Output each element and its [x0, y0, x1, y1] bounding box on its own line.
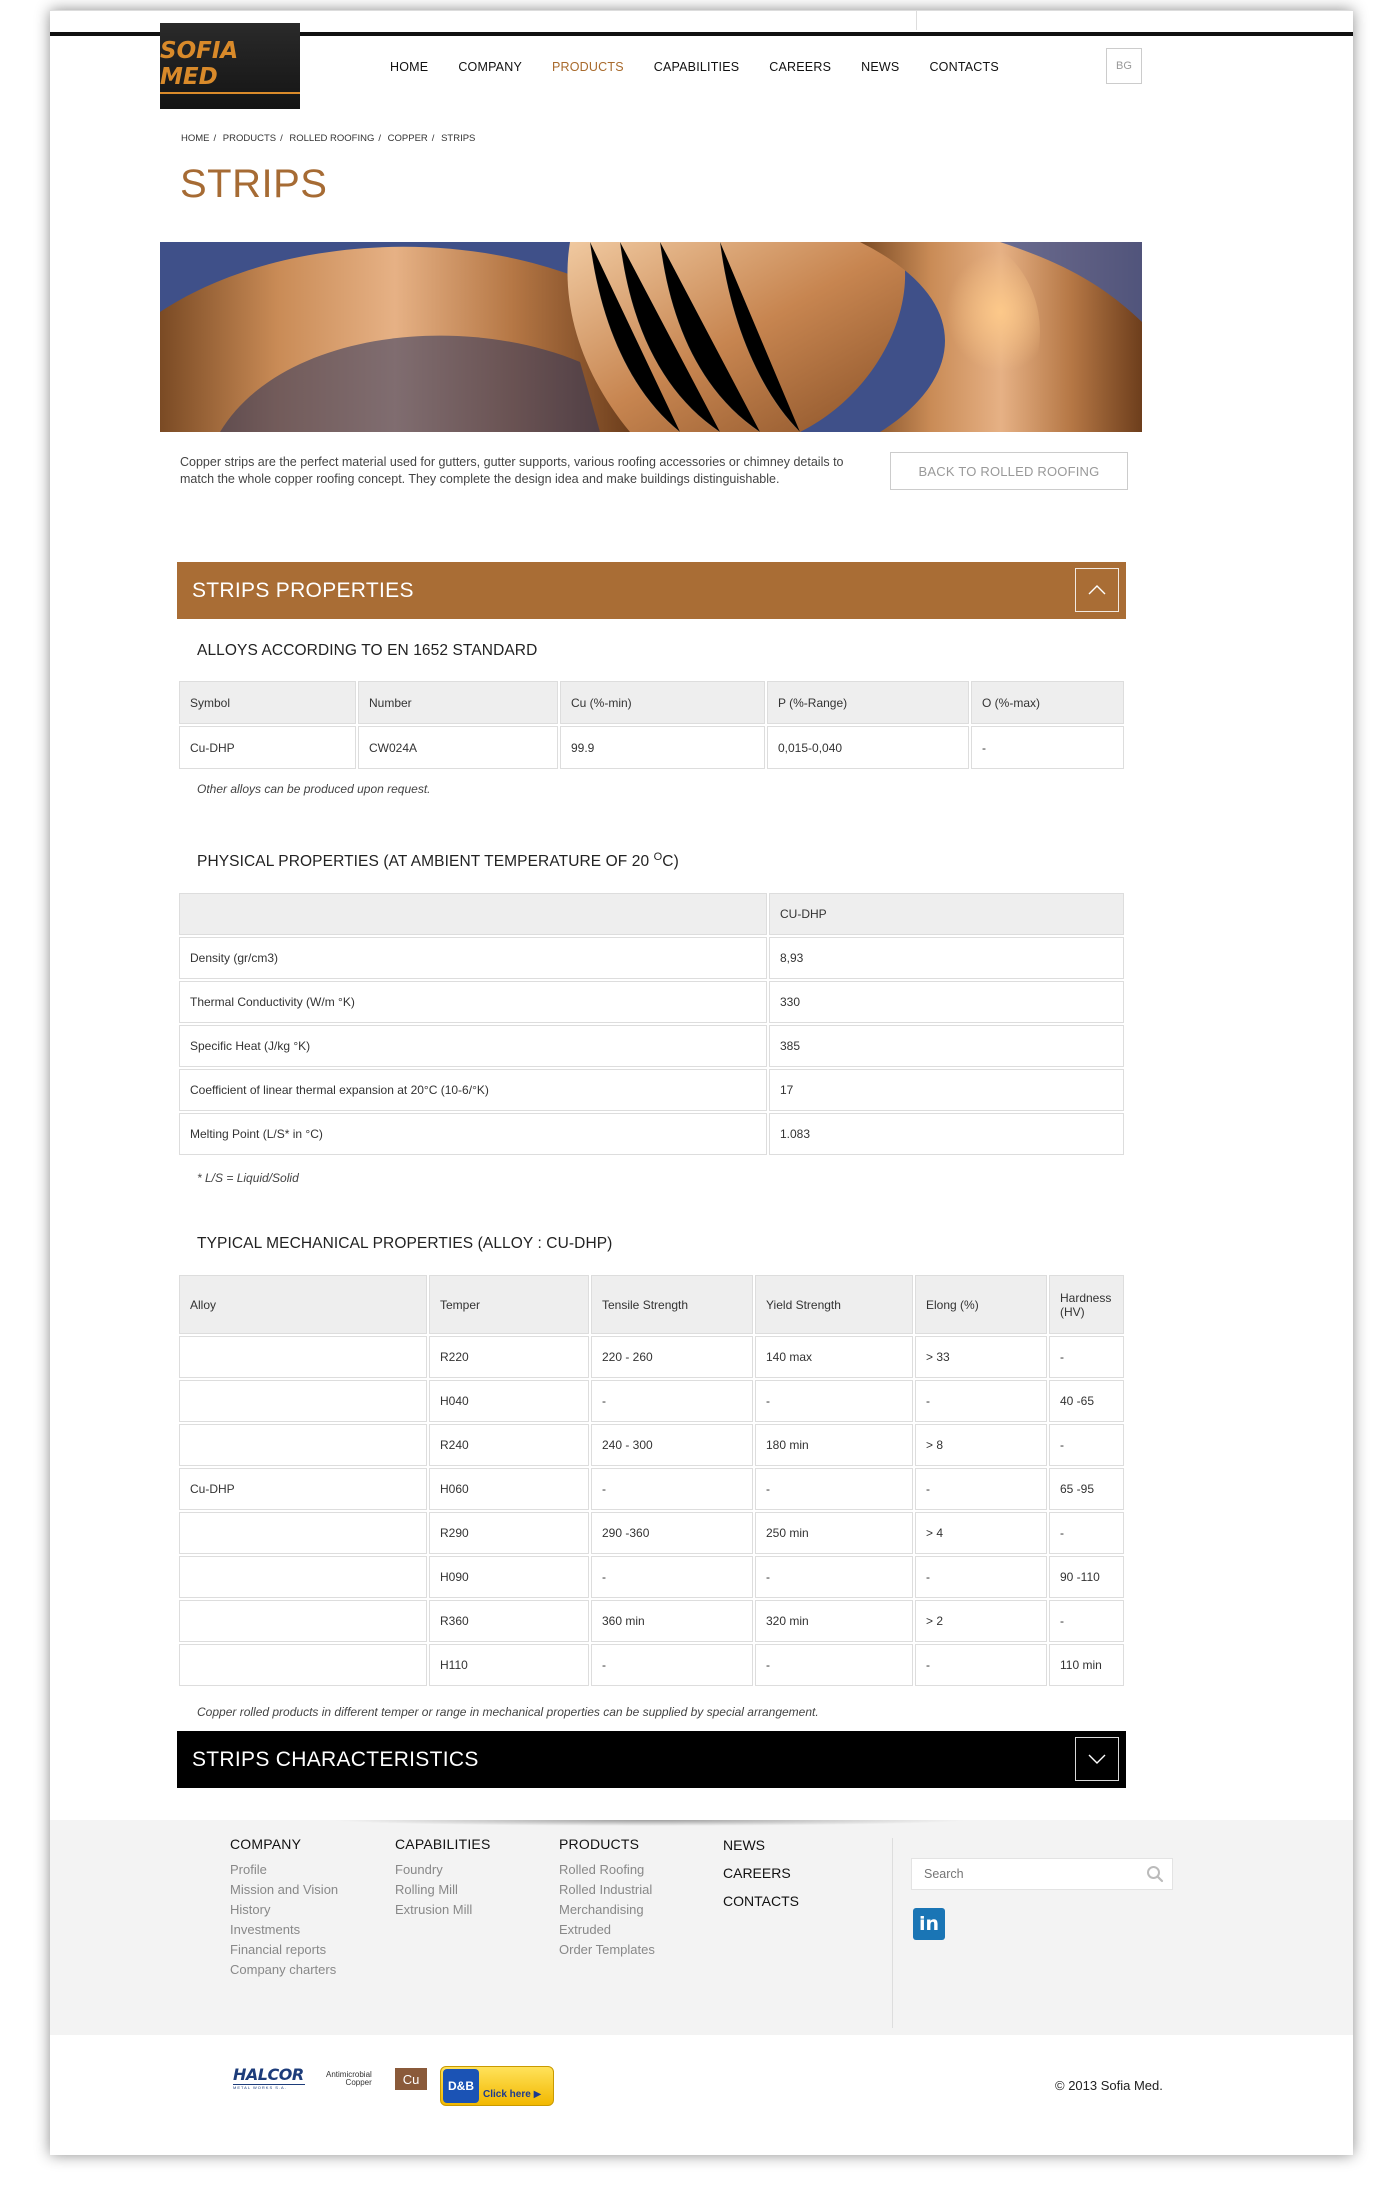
table-cell: - [755, 1556, 913, 1598]
table-cell: R360 [429, 1600, 589, 1642]
table-header-cell: Cu (%-min) [560, 681, 765, 724]
table-cell: - [591, 1644, 753, 1686]
physical-heading-end: C) [662, 853, 679, 871]
breadcrumb-copper[interactable]: COPPER [387, 133, 428, 144]
table-row [179, 1069, 1124, 1111]
table-header-cell: Yield Strength [755, 1275, 913, 1334]
hero-image-copper-strips [160, 242, 1142, 432]
table-cell: R220 [429, 1336, 589, 1378]
strips-properties-label: STRIPS PROPERTIES [192, 578, 414, 602]
top-divider [50, 10, 1353, 11]
strips-properties-header[interactable] [177, 562, 1126, 619]
top-divider-tick [916, 10, 917, 30]
table-row [179, 1025, 1124, 1067]
table-cell: 250 min [755, 1512, 913, 1554]
footer-link-merchandising[interactable]: Merchandising [559, 1902, 644, 1917]
intro-text: Copper strips are the perfect material used for gutters, gutter supports, various roofing accessories or chimney details to match the whole copper roofing concept. They complete the design idea and make buildings distinguishable. [180, 455, 844, 486]
table-cell: Specific Heat (J/kg °K) [179, 1025, 767, 1067]
table-header-row [179, 1275, 1124, 1334]
table-cell [179, 1644, 427, 1686]
table-cell: - [1049, 1600, 1124, 1642]
alloys-heading: ALLOYS ACCORDING TO EN 1652 STANDARD [197, 642, 538, 659]
table-cell: R290 [429, 1512, 589, 1554]
cu-badge-icon: Cu [395, 2068, 427, 2090]
table-header-cell: Tensile Strength [591, 1275, 753, 1334]
table-row [179, 1113, 1124, 1155]
click-here-text: Click here ▶ [483, 2089, 542, 2100]
halcor-logo-subtext: METAL WORKS S.A. [233, 2084, 305, 2090]
footer-link-extruded[interactable]: Extruded [559, 1922, 612, 1937]
table-cell: 360 min [591, 1600, 753, 1642]
table-cell: - [915, 1556, 1047, 1598]
table-cell [179, 1600, 427, 1642]
table-cell: 180 min [755, 1424, 913, 1466]
footer-company-heading[interactable]: COMPANY [230, 1836, 302, 1852]
footer-link-rolled-industrial[interactable]: Rolled Industrial [559, 1882, 653, 1897]
strips-characteristics-label: STRIPS CHARACTERISTICS [192, 1747, 479, 1771]
nav-products[interactable]: PRODUCTS [552, 60, 624, 74]
table-header-cell: CU-DHP [769, 893, 1124, 935]
table-cell: 220 - 260 [591, 1336, 753, 1378]
table-cell: > 33 [915, 1336, 1047, 1378]
table-cell: 65 -95 [1049, 1468, 1124, 1510]
table-header-cell: Elong (%) [915, 1275, 1047, 1334]
table-cell: - [591, 1380, 753, 1422]
table-header-cell: Number [358, 681, 558, 724]
table-cell: Coefficient of linear thermal expansion at 20°C (10-6/°K) [179, 1069, 767, 1111]
linkedin-icon[interactable]: in [913, 1908, 945, 1940]
table-cell: - [1049, 1512, 1124, 1554]
breadcrumb: HOME / PRODUCTS / ROLLED ROOFING / COPPER / STRIPS [181, 133, 476, 144]
table-cell: 40 -65 [1049, 1380, 1124, 1422]
footer-link-careers[interactable]: CAREERS [723, 1865, 791, 1881]
table-cell: 140 max [755, 1336, 913, 1378]
physical-heading [197, 851, 679, 871]
mechanical-heading: TYPICAL MECHANICAL PROPERTIES (ALLOY : CU-DHP) [197, 1235, 613, 1252]
table-cell: CW024A [358, 726, 558, 769]
table-cell: - [755, 1380, 913, 1422]
breadcrumb-rolled-roofing[interactable]: ROLLED ROOFING [289, 133, 375, 144]
table-header-cell: Symbol [179, 681, 356, 724]
halcor-logo-text: HALCOR [233, 2065, 304, 2084]
search-icon[interactable] [1146, 1865, 1164, 1888]
alloys-table [177, 679, 1126, 771]
halcor-logo[interactable] [233, 2065, 305, 2090]
footer-divider [892, 1838, 893, 2028]
footer-link-contacts[interactable]: CONTACTS [723, 1893, 799, 1909]
table-cell: > 4 [915, 1512, 1047, 1554]
chevron-down-icon [1088, 1754, 1106, 1764]
physical-note: * L/S = Liquid/Solid [197, 1171, 299, 1185]
table-cell: 290 -360 [591, 1512, 753, 1554]
footer-link-news[interactable]: NEWS [723, 1837, 765, 1853]
footer-link-history[interactable]: History [230, 1902, 271, 1917]
table-cell: > 2 [915, 1600, 1047, 1642]
table-cell: H060 [429, 1468, 589, 1510]
copyright-text: © 2013 Sofia Med. [1055, 2078, 1163, 2093]
footer-link-rolled-roofing[interactable]: Rolled Roofing [559, 1862, 645, 1877]
table-header-cell [179, 893, 767, 935]
footer-link-financial-reports[interactable]: Financial reports [230, 1942, 327, 1957]
physical-heading-sup: O [653, 851, 663, 863]
table-cell: - [971, 726, 1124, 769]
table-cell: - [591, 1468, 753, 1510]
nav-home[interactable]: HOME [390, 60, 429, 74]
table-row [179, 726, 1124, 769]
table-cell: Density (gr/cm3) [179, 937, 767, 979]
table-header-cell: P (%-Range) [767, 681, 969, 724]
table-row [179, 1512, 1124, 1554]
nav-news[interactable]: NEWS [861, 60, 900, 74]
table-header-cell: Alloy [179, 1275, 427, 1334]
footer-capabilities-heading[interactable]: CAPABILITIES [395, 1836, 491, 1852]
table-row [179, 1644, 1124, 1686]
footer-company-column [230, 1836, 338, 1980]
antimicrobial-text: Antimicrobial [326, 2070, 372, 2079]
table-row [179, 1336, 1124, 1378]
table-cell: - [755, 1468, 913, 1510]
table-cell: 240 - 300 [591, 1424, 753, 1466]
search-box [911, 1858, 1173, 1890]
table-row [179, 1380, 1124, 1422]
table-cell: 99.9 [560, 726, 765, 769]
dnb-click-here-badge[interactable] [440, 2066, 554, 2106]
footer-link-foundry[interactable]: Foundry [395, 1862, 443, 1877]
table-row [179, 937, 1124, 979]
table-cell [179, 1512, 427, 1554]
table-cell: - [915, 1380, 1047, 1422]
table-header-row [179, 893, 1124, 935]
table-cell: - [1049, 1424, 1124, 1466]
table-row [179, 981, 1124, 1023]
mechanical-properties-table [177, 1273, 1126, 1688]
copper-text: Copper [345, 2078, 372, 2087]
table-cell: Thermal Conductivity (W/m °K) [179, 981, 767, 1023]
table-cell: H110 [429, 1644, 589, 1686]
breadcrumb-strips: STRIPS [441, 133, 476, 144]
page-title: STRIPS [180, 162, 328, 206]
footer-link-profile[interactable]: Profile [230, 1862, 267, 1877]
footer-products-column [559, 1836, 655, 1960]
footer-link-extrusion-mill[interactable]: Extrusion Mill [395, 1902, 473, 1917]
main-nav [390, 60, 1029, 74]
table-cell: 1.083 [769, 1113, 1124, 1155]
language-button[interactable]: BG [1106, 48, 1142, 84]
table-cell: Cu-DHP [179, 726, 356, 769]
dnb-logo: D&B [443, 2069, 479, 2103]
mechanical-note: Copper rolled products in different temper or range in mechanical properties can be supplied by special arrangement. [197, 1705, 819, 1719]
table-cell: 8,93 [769, 937, 1124, 979]
table-cell: 330 [769, 981, 1124, 1023]
table-cell: - [1049, 1336, 1124, 1378]
table-row [179, 1556, 1124, 1598]
search-input[interactable] [922, 1859, 1126, 1889]
footer-link-company-charters[interactable]: Company charters [230, 1962, 337, 1977]
table-cell: Cu-DHP [179, 1468, 427, 1510]
breadcrumb-products[interactable]: PRODUCTS [222, 133, 277, 144]
table-cell: 17 [769, 1069, 1124, 1111]
table-header-cell: O (%-max) [971, 681, 1124, 724]
table-cell: > 8 [915, 1424, 1047, 1466]
antimicrobial-copper-logo[interactable] [326, 2071, 372, 2087]
table-header-row [179, 681, 1124, 724]
table-cell [179, 1556, 427, 1598]
table-cell: 0,015-0,040 [767, 726, 969, 769]
footer-link-mission[interactable]: Mission and Vision [230, 1882, 339, 1897]
alloys-note: Other alloys can be produced upon request. [197, 782, 431, 796]
nav-capabilities[interactable]: CAPABILITIES [653, 60, 740, 74]
back-to-rolled-roofing-button[interactable]: BACK TO ROLLED ROOFING [890, 452, 1128, 490]
footer-products-heading[interactable]: PRODUCTS [559, 1836, 640, 1852]
table-cell [179, 1336, 427, 1378]
nav-company[interactable]: COMPANY [458, 60, 522, 74]
strips-characteristics-header[interactable] [177, 1731, 1126, 1788]
collapse-toggle-button[interactable] [1075, 568, 1119, 612]
table-cell: 320 min [755, 1600, 913, 1642]
table-row [179, 1468, 1124, 1510]
table-header-cell: Temper [429, 1275, 589, 1334]
table-cell: - [915, 1644, 1047, 1686]
nav-contacts[interactable]: CONTACTS [929, 60, 999, 74]
footer-capabilities-column [395, 1836, 491, 1920]
chevron-up-icon [1088, 585, 1106, 595]
nav-careers[interactable]: CAREERS [769, 60, 832, 74]
physical-properties-table [177, 891, 1126, 1157]
table-cell: R240 [429, 1424, 589, 1466]
footer-links-column [723, 1831, 799, 1915]
footer-shadow [330, 1820, 970, 1826]
site-logo[interactable] [160, 23, 300, 109]
table-cell [179, 1380, 427, 1422]
physical-heading-text: PHYSICAL PROPERTIES (AT AMBIENT TEMPERATURE OF 20 [197, 853, 650, 871]
table-cell [179, 1424, 427, 1466]
table-cell: 90 -110 [1049, 1556, 1124, 1598]
footer-link-investments[interactable]: Investments [230, 1922, 301, 1937]
table-cell: - [591, 1556, 753, 1598]
footer-link-order-templates[interactable]: Order Templates [559, 1942, 655, 1957]
table-row [179, 1600, 1124, 1642]
table-cell: 385 [769, 1025, 1124, 1067]
table-cell: - [755, 1644, 913, 1686]
logo-text: SOFIA MED [160, 38, 300, 94]
table-cell: H040 [429, 1380, 589, 1422]
table-cell: - [915, 1468, 1047, 1510]
breadcrumb-home[interactable]: HOME [181, 133, 210, 144]
table-cell: H090 [429, 1556, 589, 1598]
expand-toggle-button[interactable] [1075, 1737, 1119, 1781]
table-cell: 110 min [1049, 1644, 1124, 1686]
table-row [179, 1424, 1124, 1466]
footer-link-rolling-mill[interactable]: Rolling Mill [395, 1882, 458, 1897]
table-cell: Melting Point (L/S* in °C) [179, 1113, 767, 1155]
table-header-cell: Hardness (HV) [1049, 1275, 1124, 1334]
